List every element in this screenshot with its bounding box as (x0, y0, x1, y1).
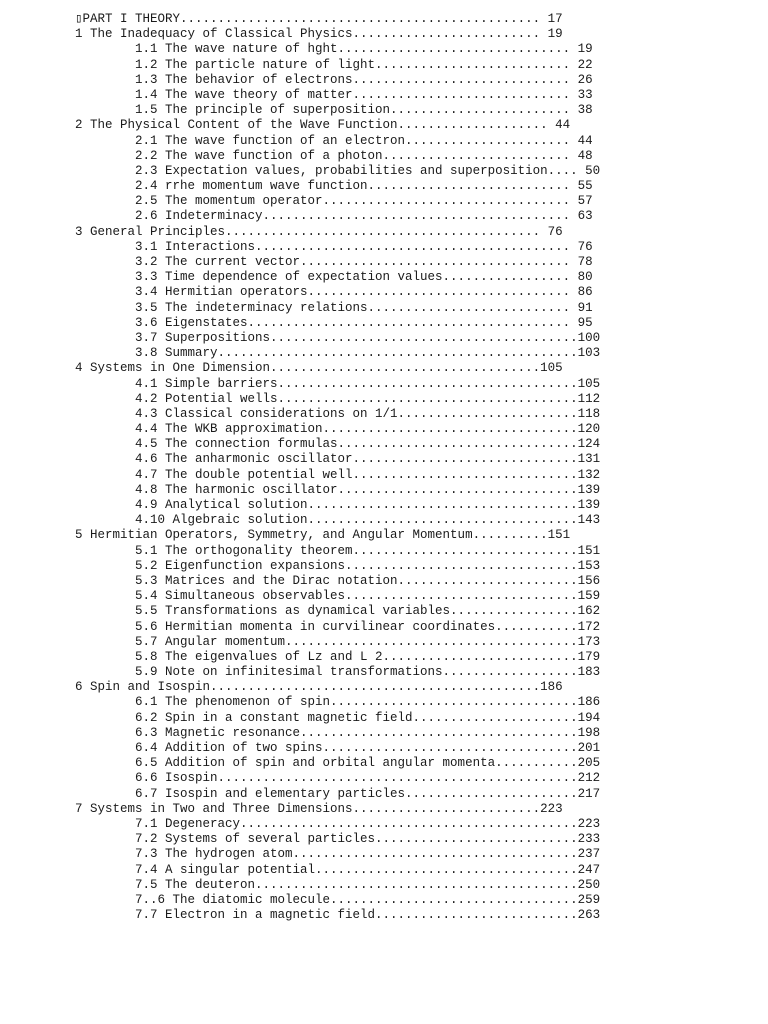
toc-line-section: 4.2 Potential wells........................................112 (75, 391, 601, 406)
toc-line-section: 5.9 Note on infinitesimal transformations..................183 (75, 665, 601, 680)
toc-line-section: 1.5 The principle of superposition........................ 38 (75, 103, 593, 118)
toc-line-section: 5.4 Simultaneous observables...............................159 (75, 589, 601, 604)
toc-line-section: 4.6 The anharmonic oscillator..............................131 (75, 452, 601, 467)
toc-line-section: 5.2 Eigenfunction expansions...............................153 (75, 558, 601, 573)
toc-line-section: 5.1 The orthogonality theorem..............................151 (75, 543, 601, 558)
toc-line-chapter: 1 The Inadequacy of Classical Physics......................... 19 (75, 27, 563, 42)
toc-line-section: 2.2 The wave function of a photon......................... 48 (75, 148, 593, 163)
toc-line-section: 5.7 Angular momentum.......................................173 (75, 634, 601, 649)
toc-line-section: 3.3 Time dependence of expectation values................. 80 (75, 270, 593, 285)
toc-line-section: 5.5 Transformations as dynamical variables.................162 (75, 604, 601, 619)
toc-line-section: 2.3 Expectation values, probabilities and superposition.... 50 (75, 163, 601, 178)
toc-line-chapter: 2 The Physical Content of the Wave Function.................... 44 (75, 118, 571, 133)
table-of-contents (75, 12, 600, 923)
toc-line-section: 1.1 The wave nature of hght............................... 19 (75, 42, 593, 57)
toc-line-section: 3.6 Eigenstates........................................... 95 (75, 315, 593, 330)
toc-line-section: 6.6 Isospin................................................212 (75, 771, 601, 786)
toc-line-section: 4.9 Analytical solution....................................139 (75, 498, 601, 512)
toc-line-chapter: 3 General Principles.......................................... 76 (75, 224, 563, 239)
toc-line-section: 6.1 The phenomenon of spin.................................186 (75, 695, 601, 710)
toc-line-section: 2.4 rrhe momentum wave function........................... 55 (75, 179, 593, 194)
toc-line-section: 6.2 Spin in a constant magnetic field......................194 (75, 710, 601, 725)
toc-line-section: 7.5 The deuteron...........................................250 (75, 877, 601, 892)
toc-line-section: 3.4 Hermitian operators................................... 86 (75, 285, 593, 300)
toc-line-section: 4.4 The WKB approximation..................................120 (75, 422, 601, 437)
toc-line-section: 2.5 The momentum operator................................. 57 (75, 194, 593, 209)
toc-line-section: 7..6 The diatomic molecule.................................259 (75, 892, 601, 907)
toc-line-section: 7.1 Degeneracy.............................................223 (75, 816, 601, 831)
toc-line-section: 6.4 Addition of two spins..................................201 (75, 741, 601, 755)
toc-line-section: 1.3 The behavior of electrons............................. 26 (75, 72, 593, 87)
toc-line-section: 3.1 Interactions.......................................... 76 (75, 239, 593, 254)
toc-line-section: 6.3 Magnetic resonance.....................................198 (75, 725, 601, 740)
toc-line-section: 2.6 Indeterminacy......................................... 63 (75, 209, 593, 224)
toc-line-part: ▯PART I THEORY................................................ 17 (75, 12, 563, 26)
toc-line-chapter: 6 Spin and Isospin............................................186 (75, 680, 563, 695)
toc-line-section: 3.8 Summary................................................103 (75, 346, 601, 361)
toc-line-section: 2.1 The wave function of an electron...................... 44 (75, 133, 593, 148)
toc-line-section: 6.5 Addition of spin and orbital angular momenta...........205 (75, 756, 601, 771)
toc-line-section: 4.8 The harmonic oscillator................................139 (75, 482, 601, 497)
toc-line-chapter: 7 Systems in Two and Three Dimensions.........................223 (75, 801, 563, 816)
toc-line-section: 4.3 Classical considerations on 1/1........................118 (75, 406, 601, 421)
toc-line-section: 3.2 The current vector.................................... 78 (75, 255, 593, 269)
toc-line-chapter: 4 Systems in One Dimension....................................105 (75, 361, 563, 376)
toc-line-section: 5.6 Hermitian momenta in curvilinear coordinates...........172 (75, 619, 601, 634)
toc-line-section: 5.8 The eigenvalues of Lz and L 2..........................179 (75, 649, 601, 664)
toc-line-section: 4.1 Simple barriers........................................105 (75, 376, 601, 391)
toc-line-section: 1.4 The wave theory of matter............................. 33 (75, 87, 593, 102)
toc-line-section: 3.5 The indeterminacy relations........................... 91 (75, 300, 593, 315)
toc-line-section: 3.7 Superpositions.........................................100 (75, 330, 601, 345)
toc-line-section: 4.7 The double potential well..............................132 (75, 467, 601, 482)
toc-line-section: 4.10 Algebraic solution....................................143 (75, 513, 601, 528)
toc-line-chapter: 5 Hermitian Operators, Symmetry, and Angular Momentum..........151 (75, 528, 571, 543)
toc-line-section: 7.2 Systems of several particles...........................233 (75, 832, 601, 847)
toc-line-section: 1.2 The particle nature of light.......................... 22 (75, 57, 593, 72)
toc-line-section: 7.7 Electron in a magnetic field...........................263 (75, 908, 601, 923)
toc-line-section: 4.5 The connection formulas................................124 (75, 437, 601, 452)
toc-line-section: 5.3 Matrices and the Dirac notation........................156 (75, 573, 601, 588)
toc-line-section: 6.7 Isospin and elementary particles.......................217 (75, 786, 601, 801)
toc-line-section: 7.4 A singular potential...................................247 (75, 862, 601, 877)
toc-line-section: 7.3 The hydrogen atom......................................237 (75, 847, 601, 862)
